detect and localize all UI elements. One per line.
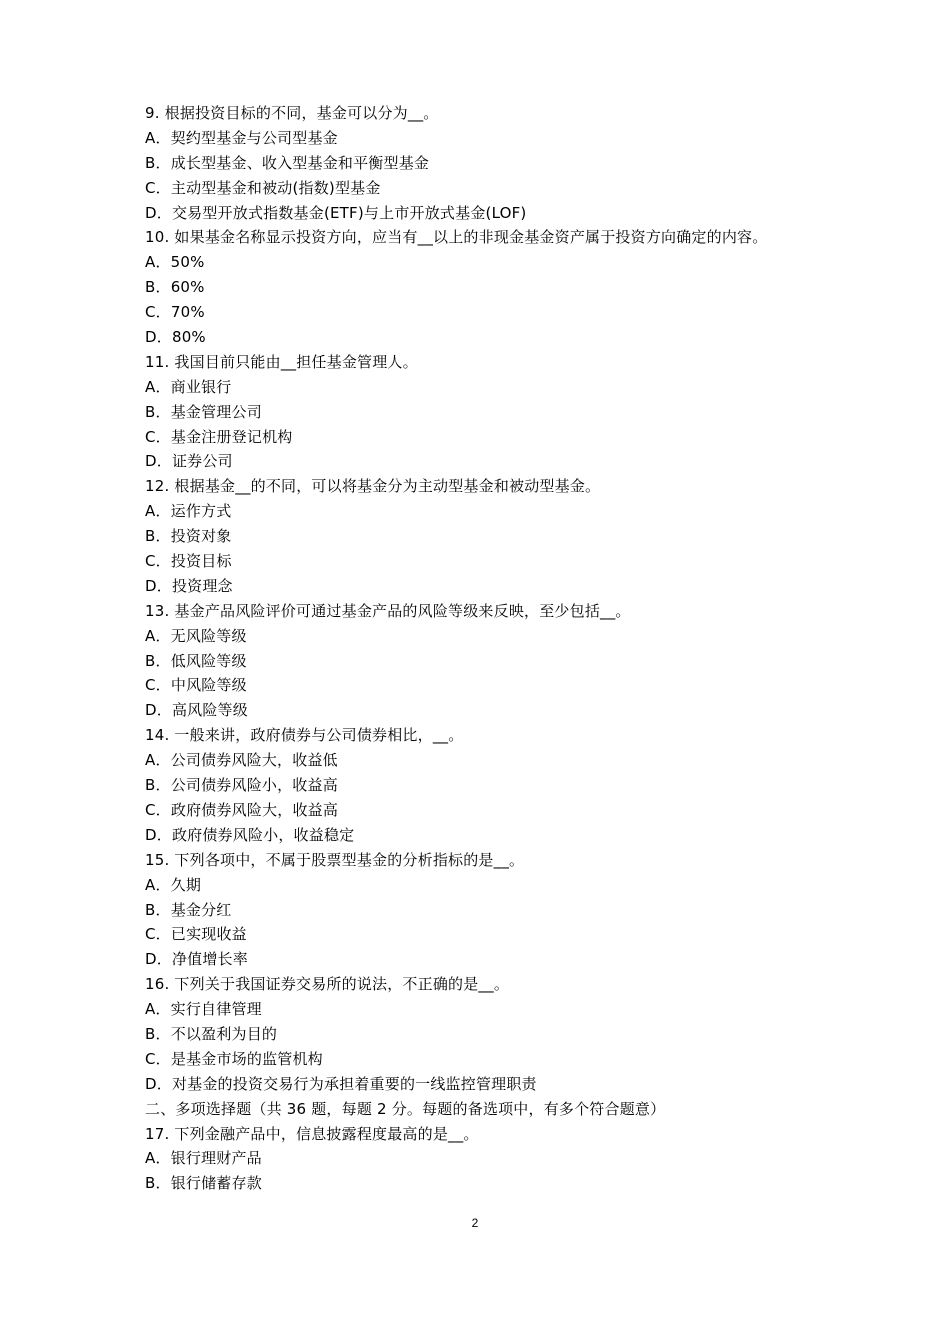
answer-option: B．不以盈利为目的 <box>145 1024 278 1043</box>
question-text: 17. 下列金融产品中，信息披露程度最高的是__。 <box>145 1124 479 1143</box>
answer-option: D．投资理念 <box>145 576 233 595</box>
answer-option: A．久期 <box>145 875 202 894</box>
answer-option: D．政府债券风险小，收益稳定 <box>145 825 355 844</box>
answer-option: C．中风险等级 <box>145 676 247 695</box>
answer-option: C．是基金市场的监管机构 <box>145 1049 323 1068</box>
question-text: 14. 一般来讲，政府债券与公司债券相比，__。 <box>145 726 464 745</box>
answer-option: B．投资对象 <box>145 527 232 546</box>
answer-option: D．高风险等级 <box>145 701 248 720</box>
answer-option: A．公司债券风险大，收益低 <box>145 751 338 770</box>
page-number: 2 <box>471 1216 479 1230</box>
answer-option: D．净值增长率 <box>145 950 248 969</box>
answer-option: D．80% <box>145 328 206 347</box>
question-text: 13. 基金产品风险评价可通过基金产品的风险等级来反映，至少包括__。 <box>145 601 631 620</box>
answer-option: A．商业银行 <box>145 377 232 396</box>
answer-option: A．实行自律管理 <box>145 1000 262 1019</box>
section-heading: 二、多项选择题（共 36 题，每题 2 分。每题的备选项中，有多个符合题意） <box>145 1099 666 1118</box>
answer-option: B．成长型基金、收入型基金和平衡型基金 <box>145 153 430 172</box>
answer-option: B．低风险等级 <box>145 651 247 670</box>
answer-option: B．银行储蓄存款 <box>145 1174 262 1193</box>
answer-option: B．60% <box>145 278 205 297</box>
answer-option: D．证券公司 <box>145 452 233 471</box>
answer-option: C．政府债券风险大，收益高 <box>145 800 339 819</box>
answer-option: B．基金分红 <box>145 900 232 919</box>
answer-option: A．运作方式 <box>145 502 232 521</box>
answer-option: D．交易型开放式指数基金(ETF)与上市开放式基金(LOF) <box>145 203 527 222</box>
answer-option: A．50% <box>145 253 205 272</box>
answer-option: A．无风险等级 <box>145 626 247 645</box>
question-text: 15. 下列各项中，不属于股票型基金的分析指标的是__。 <box>145 850 525 869</box>
question-text: 11. 我国目前只能由__担任基金管理人。 <box>145 352 418 371</box>
question-text: 12. 根据基金__的不同，可以将基金分为主动型基金和被动型基金。 <box>145 477 601 496</box>
answer-option: C．70% <box>145 303 205 322</box>
question-text: 16. 下列关于我国证券交易所的说法，不正确的是__。 <box>145 975 510 994</box>
answer-option: C．已实现收益 <box>145 925 247 944</box>
answer-option: A．契约型基金与公司型基金 <box>145 128 338 147</box>
question-text: 10. 如果基金名称显示投资方向，应当有__以上的非现金基金资产属于投资方向确定的内容。 <box>145 228 768 247</box>
answer-option: A．银行理财产品 <box>145 1149 262 1168</box>
answer-option: B．公司债券风险小，收益高 <box>145 776 338 795</box>
answer-option: B．基金管理公司 <box>145 402 262 421</box>
answer-option: C．主动型基金和被动(指数)型基金 <box>145 178 381 197</box>
question-text: 9. 根据投资目标的不同，基金可以分为__。 <box>145 104 439 122</box>
page-content <box>145 101 845 1196</box>
answer-option: C．投资目标 <box>145 552 232 571</box>
answer-option: C．基金注册登记机构 <box>145 427 293 446</box>
answer-option: D．对基金的投资交易行为承担着重要的一线监控管理职责 <box>145 1074 537 1093</box>
